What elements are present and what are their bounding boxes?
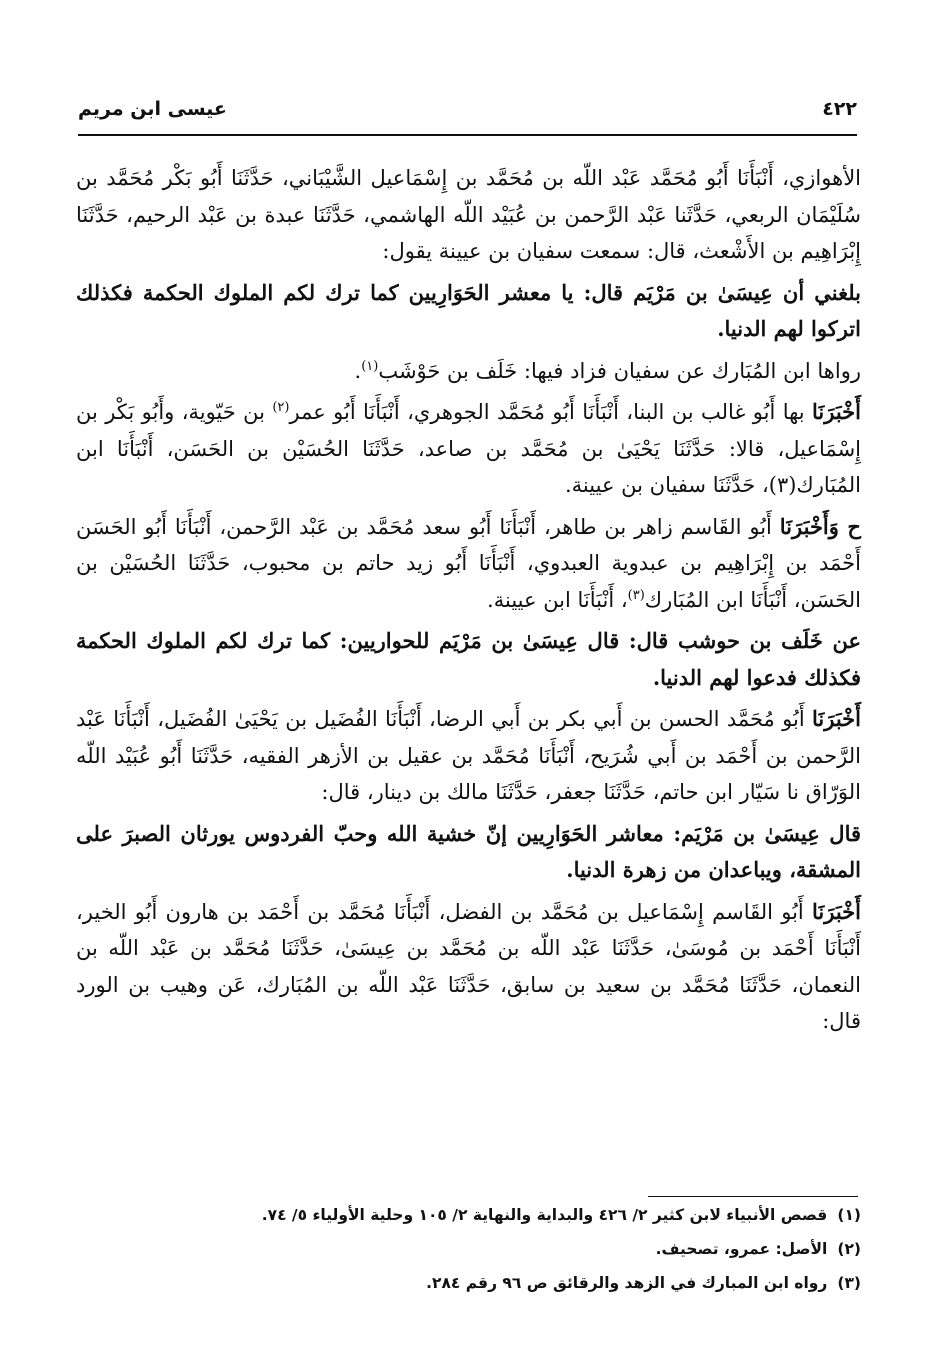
paragraph-text: عن خَلَف بن حوشب قال: قال عِيسَىٰ بن مَرْيَم للحواريين: كما ترك لكم الملوك الحكمة فكذلك فدعوا لهم الدنيا. — [76, 628, 861, 690]
paragraph-saying — [76, 816, 861, 889]
footnote-reference: (٢) — [272, 400, 290, 415]
footnote-item — [76, 1232, 861, 1266]
paragraph-lead: أَخْبَرَنَا — [812, 898, 861, 924]
paragraph-text: أَبُو القَاسم زاهر بن طاهر، أَنْبَأَنَا أَبُو سعد مُحَمَّد بن عَبْد الرَّحمن، أَنْبَأَنَا أَبُو الحَسَن أَحْمَد بن إِبْرَاهِيم بن عبدوية العبدوي، أَنْبَأَنَا أَبُو زيد حاتم بن محبوب، حَدَّثَنَا الحُسَيْن بن الحَسَن، أَنْبَأَنَا ابن المُبَارك — [76, 514, 861, 612]
paragraph-lead: أَخْبَرَنَا — [812, 399, 861, 424]
paragraph-isnad — [76, 509, 861, 619]
paragraph-tail: . — [354, 358, 362, 383]
paragraph-saying — [76, 623, 861, 696]
footnote-text: رواه ابن المبارك في الزهد والرقائق ص ٩٦ رقم ٢٨٤. — [426, 1274, 828, 1292]
footnote-item — [76, 1266, 861, 1300]
paragraph-lead: أَخْبَرَنَا — [812, 706, 861, 731]
footnote-reference: (٣) — [627, 587, 645, 603]
paragraph-saying — [76, 275, 861, 348]
paragraph-riwaya — [76, 353, 861, 390]
paragraph-text: قال عِيسَىٰ بن مَرْيَم: معاشر الحَوَارِيين إنّ خشية الله وحبّ الفردوس يورثان الصبرَ على المشقة، ويباعدان من زهرة الدنيا. — [76, 820, 862, 882]
header-divider — [78, 134, 857, 136]
paragraph-text: رواها ابن المُبَارك عن سفيان فزاد فيها: خَلَف بن حَوْشَب — [378, 358, 861, 383]
paragraph-isnad — [76, 394, 861, 504]
paragraph-isnad — [76, 160, 861, 270]
paragraph-text: بلغني أن عِيسَىٰ بن مَرْيَم قال: يا معشر الحَوَارِيين كما ترك لكم الملوك الحكمة فكذلك اتركوا لهم الدنيا. — [76, 279, 861, 341]
paragraph-lead: ح وَأَخْبَرَنَا — [779, 513, 861, 539]
paragraph-tail: بن حَيّوية، وأَبُو بَكْر بن إِسْمَاعيل، قالا: حَدَّثَنَا يَحْيَىٰ بن مُحَمَّد بن صاعد، حَدَّثَنَا الحُسَيْن بن الحَسَن، أَنْبَأَنَا ابن المُبَارك(٣)، حَدَّثَنَا سفيان بن عيينة. — [76, 400, 861, 497]
paragraph-text: بها أَبُو غالب بن البنا، أَنْبَأَنَا أَبُو مُحَمَّد الجوهري، أَنْبَأَنَا أَبُو عمر — [289, 400, 812, 424]
footnote-number: (٢) — [837, 1240, 861, 1258]
footnote-number: (٣) — [837, 1274, 861, 1292]
paragraph-text: الأهوازي، أَنْبَأَنَا أَبُو مُحَمَّد عَبْد اللّه بن مُحَمَّد بن إِسْمَاعيل الشَّيْبَاني، حَدَّثَنَا أَبُو بَكْر مُحَمَّد بن سُلَيْمَان الربعي، حَدَّثَنا عَبْد الرَّحمن بن عُبَيْد اللّه الهاشمي، حَدَّثَنَا عبدة بن عَبْد الرحيم، حَدَّثَنَا إِبْرَاهِيم بن الأَشْعث، قال: سمعت سفيان بن عيينة يقول: — [76, 166, 861, 263]
footnote-reference: (١) — [361, 358, 379, 374]
footnote-text: قصص الأنبياء لابن كثير ٢/ ٤٢٦ والبداية والنهاية ٢/ ١٠٥ وحلية الأولياء ٥/ ٧٤. — [261, 1206, 828, 1224]
paragraph-text: أَبُو القَاسم إِسْمَاعيل بن مُحَمَّد بن الفضل، أَنْبَأَنَا مُحَمَّد بن أَحْمَد بن هارون أَبُو الخير، أَنْبَأَنَا أَحْمَد بن مُوسَىٰ، حَدَّثَنَا عَبْد اللّه بن مُحَمَّد بن عِيسَىٰ، حَدَّثَنَا مُحَمَّد بن عَبْد اللّه بن النعمان، حَدَّثَنَا مُحَمَّد بن سعيد بن سابق، حَدَّثَنَا عَبْد اللّه بن المُبَارك، عَن وهيب بن الورد قال: — [76, 899, 861, 1033]
footnote-item — [76, 1198, 861, 1232]
running-title: عيسى ابن مريم — [78, 98, 227, 120]
paragraph-isnad — [76, 894, 861, 1040]
footnotes — [76, 1198, 861, 1300]
footnote-divider — [648, 1196, 858, 1197]
paragraph-text: أَبُو مُحَمَّد الحسن بن أَبي بكر بن أَبي الرضا، أَنْبَأَنَا الفُضَيل بن يَحْيَىٰ الفُضَيل، أَنْبَأَنَا عَبْد الرَّحمن بن أَحْمَد بن أَبي شُرَيح، أَنْبَأَنَا مُحَمَّد بن عقيل بن الأزهر الفقيه، حَدَّثَنَا أَبُو عُبَيْد اللّه الوَرّاق نا سَيّار ابن حاتم، حَدَّثَنَا جعفر، حَدَّثَنَا مالك بن دينار، قال: — [76, 707, 861, 804]
page-number: ٤٢٢ — [822, 98, 857, 120]
page-header — [78, 98, 857, 132]
page-body — [76, 160, 861, 1045]
footnote-text: الأصل: عمرو، تصحيف. — [655, 1240, 828, 1258]
footnote-number: (١) — [837, 1206, 861, 1224]
paragraph-isnad — [76, 701, 861, 811]
paragraph-tail: ، أَنْبَأَنَا ابن عيينة. — [487, 587, 628, 612]
